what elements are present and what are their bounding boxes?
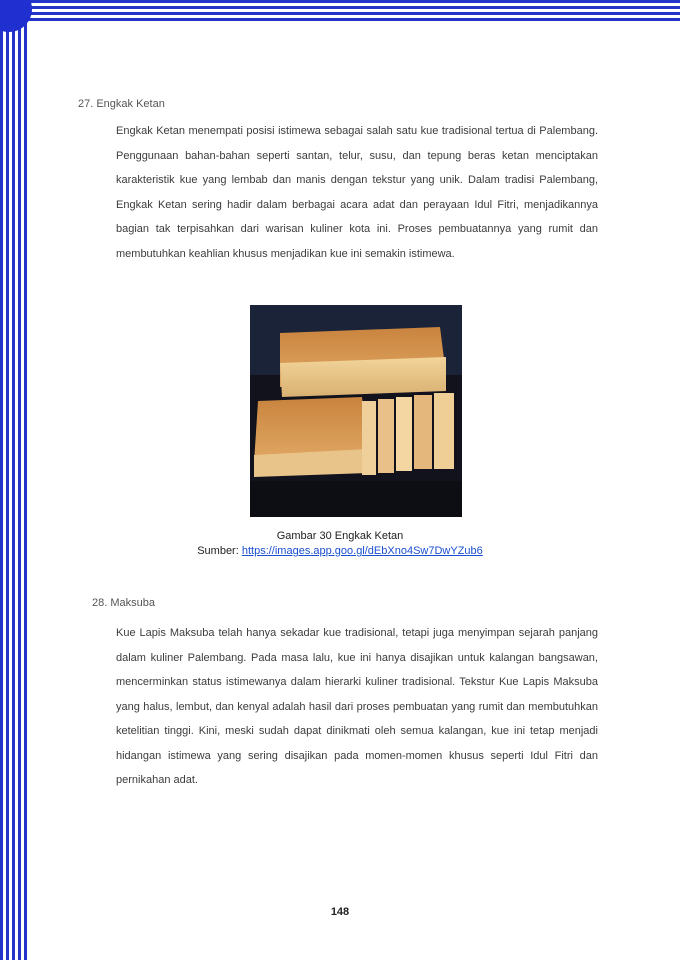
page-number: 148 xyxy=(330,906,350,918)
paragraph-maksuba: Kue Lapis Maksuba telah hanya sekadar kue tradisional, tetapi juga menyimpan sejarah panjang dalam kuliner Palembang. Pada masa lalu, kue ini hanya disajikan untuk kalangan bangsawan, mencerminkan status istimewanya dalam hierarki kuliner tradisional. Tekstur Kue Lapis Maksuba yang halus, lembut, dan kenyal adalah hasil dari proses pembuatan yang rumit dan membutuhkan ketelitian tinggi. Kini, meski sudah dapat dinikmati oleh semua kalangan, kue ini tetap menjadi hidangan istimewa yang sering disajikan pada momen-momen khusus seperti Idul Fitri dan pernikahan adat. xyxy=(116,627,598,786)
figure-caption: Gambar 30 Engkak Ketan xyxy=(276,530,404,542)
paragraph-engkak-ketan: Engkak Ketan menempati posisi istimewa sebagai salah satu kue tradisional tertua di Palembang. Penggunaan bahan-bahan seperti santan, telur, susu, dan tepung beras ketan menciptakan karakteristik kue yang lembab dan manis dengan tekstur yang unik. Dalam tradisi Palembang, Engkak Ketan sering hadir dalam berbagai acara adat dan perayaan Idul Fitri, menjadikannya bagian tak terpisahkan dari warisan kuliner kota ini. Proses pembuatannya yang rumit dan membutuhkan keahlian khusus menjadikan kue ini semakin istimewa. xyxy=(116,125,598,260)
corner-ornament xyxy=(0,0,32,32)
section-heading-27: 27. Engkak Ketan xyxy=(78,98,165,110)
cake-illustration xyxy=(250,305,462,517)
engkak-ketan-photo xyxy=(250,305,462,517)
section-heading-28: 28. Maksuba xyxy=(92,597,155,609)
source-link[interactable]: https://images.app.goo.gl/dEbXno4Sw7DwYZub6 xyxy=(241,545,483,557)
figure-source xyxy=(0,545,680,557)
source-label: Sumber: xyxy=(197,545,239,557)
